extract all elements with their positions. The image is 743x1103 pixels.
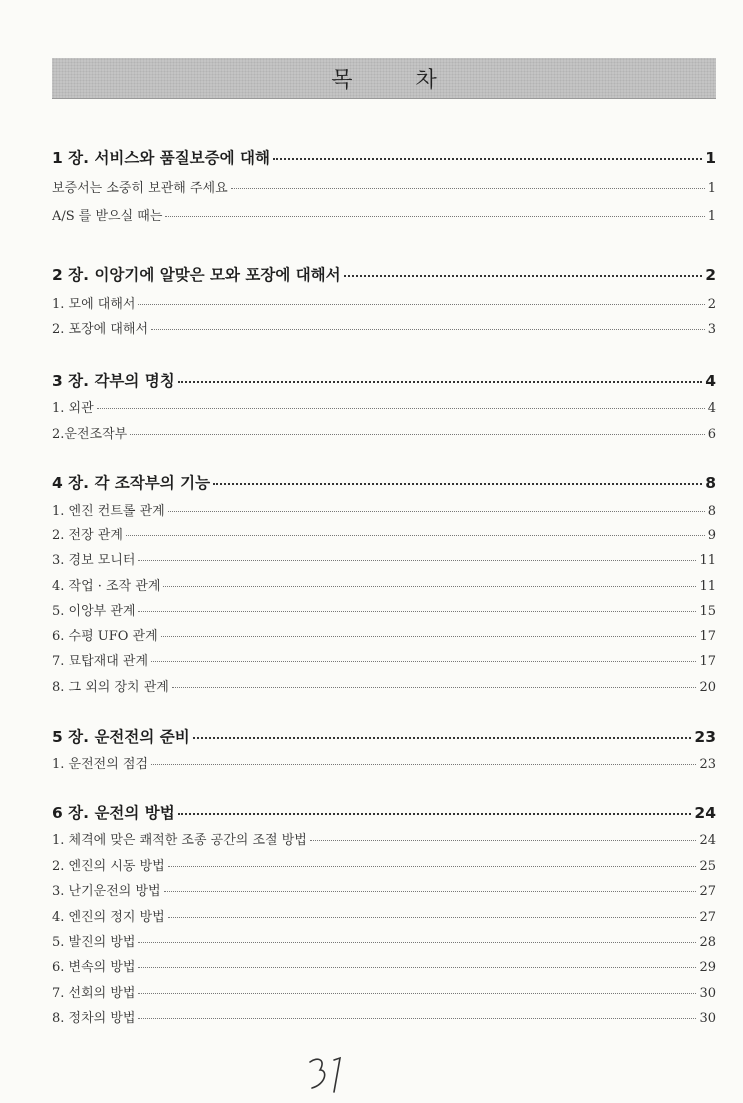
item-label: 7. 묘탑재대 관계 (52, 654, 149, 669)
item-page: 29 (699, 960, 716, 975)
item-label: 3. 경보 모니터 (52, 553, 136, 568)
item-page: 27 (699, 884, 716, 899)
toc-item[interactable] (52, 500, 716, 519)
toc-item[interactable] (52, 906, 716, 925)
chapter-label: 1 장. 서비스와 품질보증에 대해 (52, 149, 270, 167)
dot-leader (163, 586, 696, 587)
item-label: 1. 엔진 컨트롤 관계 (52, 504, 165, 519)
item-label: 3. 난기운전의 방법 (52, 884, 161, 899)
item-page: 25 (699, 859, 716, 874)
item-label: 4. 엔진의 정지 방법 (52, 910, 165, 925)
toc-item[interactable] (52, 829, 716, 848)
dot-leader (213, 483, 702, 485)
item-page: 23 (699, 757, 716, 772)
dot-leader (168, 917, 697, 918)
dot-leader (130, 434, 705, 435)
toc-item[interactable] (52, 177, 716, 196)
item-label: 1. 모에 대해서 (52, 297, 136, 312)
item-label: 2. 포장에 대해서 (52, 322, 149, 337)
dot-leader (126, 535, 705, 536)
toc-chapter-2[interactable] (52, 263, 716, 285)
toc-item[interactable] (52, 205, 716, 224)
dot-leader (178, 813, 692, 815)
item-page: 15 (699, 604, 716, 619)
toc-item[interactable] (52, 650, 716, 669)
item-page: 2 (707, 297, 716, 312)
item-page: 11 (699, 579, 716, 594)
toc-chapter-3[interactable] (52, 369, 716, 391)
toc-item[interactable] (52, 293, 716, 312)
dot-leader (138, 304, 704, 305)
item-label: 보증서는 소중히 보관해 주세요 (52, 181, 228, 196)
dot-leader (138, 1018, 696, 1019)
chapter-label: 2 장. 이앙기에 알맞은 모와 포장에 대해서 (52, 266, 341, 284)
dot-leader (193, 737, 692, 739)
dot-leader (138, 993, 696, 994)
item-page: 1 (707, 209, 716, 224)
item-label: 5. 발진의 방법 (52, 935, 136, 950)
dot-leader (151, 661, 696, 662)
chapter-page: 2 (705, 266, 716, 284)
dot-leader (138, 560, 696, 561)
chapter-page: 23 (694, 728, 716, 746)
dot-leader (165, 216, 704, 217)
item-label: 8. 정차의 방법 (52, 1011, 136, 1026)
toc-item[interactable] (52, 880, 716, 899)
item-label: 8. 그 외의 장치 관계 (52, 680, 169, 695)
item-page: 30 (699, 986, 716, 1001)
toc-item[interactable] (52, 575, 716, 594)
dot-leader (138, 611, 696, 612)
item-page: 28 (699, 935, 716, 950)
toc-item[interactable] (52, 524, 716, 543)
chapter-page: 8 (705, 474, 716, 492)
chapter-label: 6 장. 운전의 방법 (52, 804, 175, 822)
dot-leader (310, 840, 697, 841)
dot-leader (138, 942, 696, 943)
item-page: 20 (699, 680, 716, 695)
handwritten-page-mark (300, 1050, 360, 1100)
dot-leader (168, 511, 705, 512)
toc-item[interactable] (52, 423, 716, 442)
toc-item[interactable] (52, 956, 716, 975)
toc-chapter-5[interactable] (52, 725, 716, 747)
toc-item[interactable] (52, 397, 716, 416)
item-label: 1. 외관 (52, 401, 94, 416)
item-label: 5. 이앙부 관계 (52, 604, 136, 619)
dot-leader (161, 636, 697, 637)
item-label: 2.운전조작부 (52, 427, 128, 442)
item-page: 6 (707, 427, 716, 442)
item-label: 7. 선회의 방법 (52, 986, 136, 1001)
toc-title: 목 차 (331, 67, 465, 93)
item-label: 1. 체격에 맞은 쾌적한 조종 공간의 조절 방법 (52, 833, 307, 848)
item-page: 24 (699, 833, 716, 848)
item-page: 11 (699, 553, 716, 568)
dot-leader (172, 687, 697, 688)
toc-item[interactable] (52, 600, 716, 619)
item-page: 9 (707, 528, 716, 543)
toc-item[interactable] (52, 855, 716, 874)
dot-leader (151, 329, 705, 330)
item-page: 3 (707, 322, 716, 337)
item-label: 2. 전장 관계 (52, 528, 123, 543)
item-page: 30 (699, 1011, 716, 1026)
item-label: 6. 변속의 방법 (52, 960, 136, 975)
item-page: 17 (699, 629, 716, 644)
item-label: 2. 엔진의 시동 방법 (52, 859, 165, 874)
item-page: 27 (699, 910, 716, 925)
item-page: 17 (699, 654, 716, 669)
toc-item[interactable] (52, 676, 716, 695)
dot-leader (168, 866, 697, 867)
item-label: 1. 운전전의 점검 (52, 757, 149, 772)
toc-item[interactable] (52, 318, 716, 337)
dot-leader (97, 408, 705, 409)
dot-leader (344, 275, 703, 277)
item-page: 1 (707, 181, 716, 196)
toc-item[interactable] (52, 1007, 716, 1026)
item-page: 4 (707, 401, 716, 416)
toc-item[interactable] (52, 753, 716, 772)
dot-leader (138, 967, 696, 968)
chapter-label: 4 장. 각 조작부의 기능 (52, 474, 211, 492)
dot-leader (231, 188, 705, 189)
chapter-page: 1 (705, 149, 716, 167)
dot-leader (178, 381, 703, 383)
chapter-label: 3 장. 각부의 명칭 (52, 372, 175, 390)
dot-leader (151, 764, 696, 765)
chapter-page: 24 (694, 804, 716, 822)
item-label: A/S 를 받으실 때는 (52, 209, 163, 224)
dot-leader (164, 891, 697, 892)
toc-chapter-6[interactable] (52, 801, 716, 823)
toc-chapter-1[interactable] (52, 146, 716, 168)
chapter-page: 4 (705, 372, 716, 390)
toc-item[interactable] (52, 982, 716, 1001)
toc-item[interactable] (52, 625, 716, 644)
toc-item[interactable] (52, 931, 716, 950)
dot-leader (273, 158, 702, 160)
toc-chapter-4[interactable] (52, 471, 716, 493)
item-label: 6. 수평 UFO 관계 (52, 629, 158, 644)
chapter-label: 5 장. 운전전의 준비 (52, 728, 190, 746)
toc-title-bar (52, 58, 716, 99)
item-page: 8 (707, 504, 716, 519)
item-label: 4. 작업 · 조작 관계 (52, 579, 161, 594)
toc-item[interactable] (52, 549, 716, 568)
